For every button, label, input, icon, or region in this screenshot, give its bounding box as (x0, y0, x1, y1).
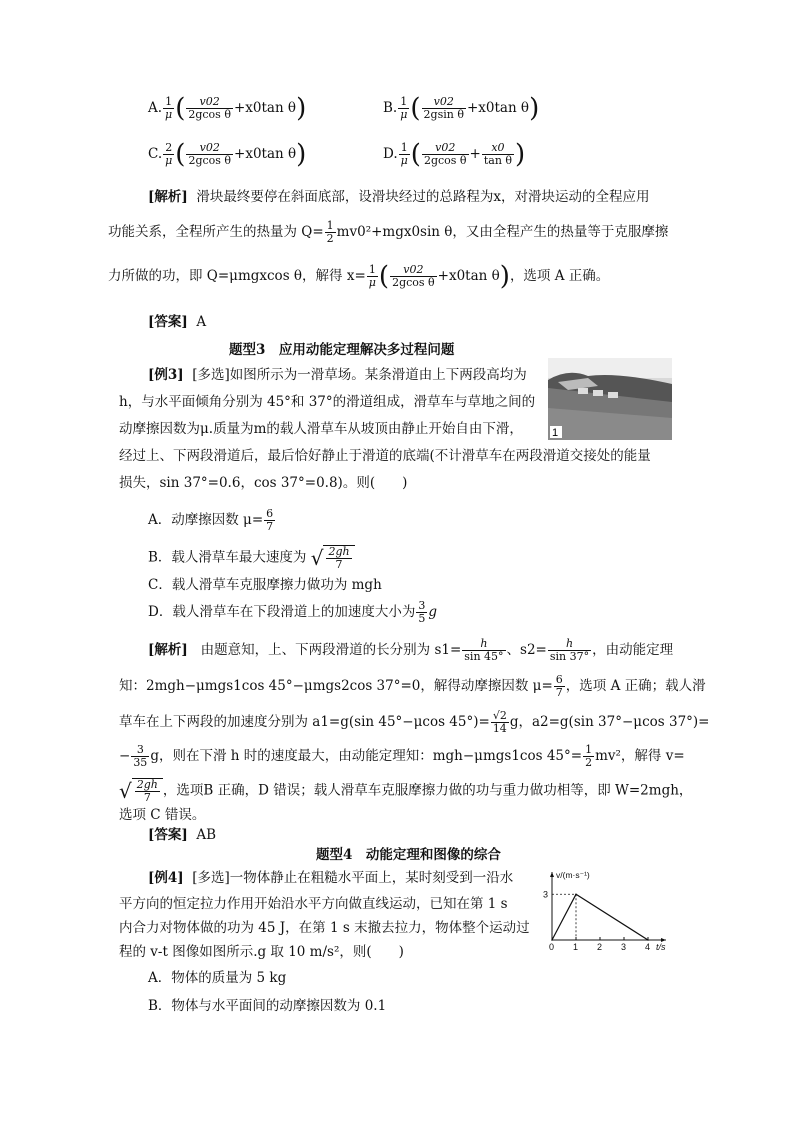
text: 、s2= (506, 642, 547, 658)
problem-line: 动摩擦因数为μ.质量为m的载人滑草车从坡顶由静止开始自由下滑， (119, 421, 523, 437)
problem-line: 内合力对物体做的功为 45 J，在第 1 s 末撤去拉力，物体整个运动过 (119, 920, 530, 936)
text: 由题意知，上、下两段滑道的长分别为 s1= (200, 642, 462, 658)
text: 滑块最终要停在斜面底部，设滑块经过的总路程为x，对滑块运动的全程应用 (196, 189, 650, 205)
data-point (647, 939, 649, 941)
solution-line: 选项 C 错误。 (119, 807, 206, 823)
answer-value: AB (196, 827, 217, 843)
denominator: 2 (326, 232, 334, 245)
denominator: μ (400, 108, 408, 121)
option-b-top: B. $\frac{1}{\mu}$ ( $\frac{v02}{\text{2gsin θ}}$ +x0tan θ) (383, 93, 540, 124)
fraction (416, 600, 427, 625)
coef-fraction (367, 264, 378, 289)
denominator: sin 45° (464, 650, 504, 663)
fraction (390, 264, 437, 289)
problem-line (148, 366, 527, 384)
answer-line (148, 826, 216, 844)
text: g，a2=g(sin 37°−μcos 37°)= (509, 714, 710, 730)
denominator: 2gcos θ (423, 154, 467, 167)
text: 功能关系，全程所产生的热量为 Q= (108, 224, 324, 240)
fraction (583, 744, 594, 769)
problem-line: 平方向的恒定拉力作用开始沿水平方向做直线运动，已知在第 1 s (119, 896, 508, 912)
numerator: 1 (367, 264, 378, 277)
answer-line (148, 313, 206, 331)
option-a (148, 508, 276, 533)
answer-value: A (196, 314, 207, 330)
denominator: 7 (335, 558, 343, 571)
fraction (422, 142, 469, 167)
tail: +x0tan θ (234, 146, 297, 162)
fraction (491, 710, 509, 735)
text: [多选]一物体静止在粗糙水平面上，某时刻受到一沿水 (192, 870, 514, 886)
grass-slide-photo (548, 358, 672, 440)
denominator: 7 (143, 791, 151, 804)
fraction (186, 96, 233, 121)
solution-line: √ $\frac{2gh}{7}$ ，选项B 正确，D 错误；载人滑草车克服摩擦力做的功与重力做功相等，即 W=2mgh， (119, 778, 693, 804)
text: A．动摩擦因数 μ= (148, 512, 264, 528)
fraction (462, 638, 505, 663)
text: g (428, 604, 437, 620)
denominator: 2gcos θ (188, 154, 232, 167)
coef-fraction (398, 96, 409, 121)
numerator: 6 (555, 673, 563, 686)
fraction (548, 638, 591, 663)
option-label: A. (148, 100, 163, 116)
text: mv²，解得 v= (595, 748, 685, 764)
tail: +x0tan θ (233, 100, 297, 116)
denominator: μ (400, 154, 408, 167)
solution-line (148, 638, 673, 663)
numerator: v02 (186, 142, 233, 155)
problem-line (148, 869, 513, 887)
text: ，由动能定理 (592, 642, 674, 658)
numerator: v02 (422, 142, 469, 155)
fraction (131, 744, 149, 769)
denominator: 2gcos θ (392, 276, 435, 289)
text: g，则在下滑 h 时的速度最大，由动能定理知：mgh−μmgs1cos 45°= (150, 748, 583, 764)
data-point (575, 893, 577, 895)
option-b: B．物体与水平面间的动摩擦因数为 0.1 (148, 998, 387, 1014)
fraction (325, 220, 336, 245)
numerator: x0 (482, 142, 514, 155)
denominator: 7 (266, 520, 274, 533)
option-label: C. (148, 146, 163, 162)
text: ，选项 A 正确。 (509, 268, 610, 284)
solution-line (119, 744, 685, 769)
section-heading: 题型4 动能定理和图像的综合 (316, 847, 501, 863)
option-d (148, 600, 437, 625)
denominator: sin 37° (549, 650, 590, 663)
text: ，选项B 正确，D 错误；载人滑草车克服摩擦力做的功与重力做功相等，即 W=2mgh， (162, 782, 693, 799)
problem-line: 程的 v-t 图像如图所示.g 取 10 m/s²，则( ) (119, 944, 404, 960)
example-tag: [例4] (148, 870, 184, 886)
text: B．载人滑草车最大速度为 (148, 549, 307, 566)
numerator: v02 (390, 264, 437, 277)
answer-tag: [答案] (148, 827, 188, 843)
fraction (326, 546, 351, 571)
section-heading: 题型3 应用动能定理解决多过程问题 (229, 342, 455, 358)
solution-line (119, 710, 710, 735)
text: mv0²+mgx0sin θ，又由全程产生的热量等于克服摩擦 (336, 224, 669, 240)
text: 知：2mgh−μmgs1cos 45°−μmgs2cos 37°=0，解得动摩擦因数 μ= (119, 678, 553, 694)
tail: +x0tan θ (466, 100, 530, 116)
numerator: 6 (266, 507, 274, 520)
numerator: 1 (585, 743, 593, 756)
text: 力所做的功，即 Q=μmgxcos θ，解得 x= (108, 268, 366, 284)
numerator: 2 (163, 142, 174, 155)
x-tick-label: 2 (597, 942, 603, 952)
denominator: 7 (555, 686, 563, 699)
option-b: B．载人滑草车最大速度为 √ $\frac{2gh}{7}$ (148, 545, 355, 571)
example-tag: [例3] (148, 367, 184, 383)
text: 草车在上下两段的加速度分别为 a1=g(sin 45°−μcos 45°)= (119, 714, 490, 730)
option-a-top: A. $\frac{1}{\mu}$ ( $\frac{v02}{\text{2gcos θ}}$ +x0tan θ) (148, 93, 307, 124)
numerator: 3 (418, 599, 426, 612)
text: [多选]如图所示为一滑草场。某条滑道由上下两段高均为 (192, 367, 527, 383)
coef-fraction (163, 142, 174, 167)
denominator: 2gsin θ (423, 108, 464, 121)
numerator: 2gh (136, 778, 158, 791)
option-label: D. (383, 146, 398, 162)
solution-line (119, 674, 706, 699)
series-line (552, 894, 648, 940)
y-axis-label: v/(m·s⁻¹) (556, 870, 590, 880)
fraction (186, 142, 233, 167)
y-axis-arrow (550, 872, 554, 877)
text: +x0tan θ (437, 268, 500, 284)
denominator: μ (165, 108, 173, 121)
numerator: v02 (186, 96, 233, 109)
photo-label: 1 (552, 427, 559, 439)
denominator: μ (368, 276, 376, 289)
x-axis-label: t/s (656, 942, 666, 952)
option-c: C．载人滑草车克服摩擦力做功为 mgh (148, 577, 382, 593)
fraction (264, 508, 275, 533)
denominator: μ (165, 154, 173, 167)
text: ，选项 A 正确；载人滑 (565, 678, 706, 694)
solution-line (148, 188, 650, 206)
fraction (554, 674, 565, 699)
x-tick-label: 4 (645, 942, 651, 952)
jiexi-tag: [解析] (148, 189, 188, 205)
x-tick-label: 3 (621, 942, 627, 952)
vt-chart (538, 868, 678, 954)
denominator: tan θ (483, 154, 513, 167)
fraction (422, 96, 466, 121)
x-tick-label: 1 (573, 942, 579, 952)
x-tick-label: 0 (549, 942, 555, 952)
option-a: A．物体的质量为 5 kg (148, 970, 287, 986)
problem-line: 经过上、下两段滑道后，最后恰好静止于滑道的底端(不计滑草车在两段滑道交接处的能量 (119, 448, 651, 464)
coef-fraction (399, 142, 410, 167)
numerator: 3 (131, 744, 149, 757)
fraction (135, 779, 160, 804)
denominator: 14 (492, 722, 507, 735)
text: D．载人滑草车在下段滑道上的加速度大小为 (148, 604, 416, 620)
coef-fraction (163, 96, 174, 121)
numerator: 1 (399, 142, 410, 155)
denominator: 5 (418, 612, 426, 625)
denominator: 2gcos θ (188, 108, 231, 121)
problem-line: h，与水平面倾角分别为 45°和 37°的滑道组成，滑草车与草地之间的 (119, 394, 536, 410)
denominator: 35 (133, 756, 148, 769)
option-d-top: D. $\frac{1}{\mu}$ ( $\frac{v02}{\text{2gcos θ}}$ + $\frac{x0}{\text{tan θ}}$ ) (383, 139, 526, 170)
numerator: √2 (492, 709, 507, 722)
problem-line: 损失，sin 37°=0.6，cos 37°=0.8)。则( ) (119, 475, 408, 491)
option-label: B. (383, 100, 398, 116)
data-point (551, 939, 553, 941)
numerator: 1 (398, 96, 409, 109)
numerator: 1 (163, 96, 174, 109)
fraction (482, 142, 514, 167)
solution-line (108, 220, 668, 245)
text: − (119, 748, 131, 764)
solution-line: 力所做的功，即 Q=μmgxcos θ，解得 x= $\frac{1}{\mu}$ ( $\frac{v02}{\text{2gcos θ}}$ +x0tan θ)，选项 A 正确。 (108, 261, 610, 292)
denominator: 2 (585, 756, 593, 769)
y-tick-label: 3 (543, 889, 549, 900)
numerator: h (462, 638, 505, 651)
numerator: h (548, 638, 591, 651)
numerator: 1 (326, 219, 334, 232)
answer-tag: [答案] (148, 314, 188, 330)
numerator: 2gh (328, 545, 350, 558)
numerator: v02 (422, 96, 466, 109)
jiexi-tag: [解析] (148, 642, 188, 658)
option-c-top: C. $\frac{2}{\mu}$ ( $\frac{v02}{\text{2gcos θ}}$ +x0tan θ) (148, 139, 307, 170)
